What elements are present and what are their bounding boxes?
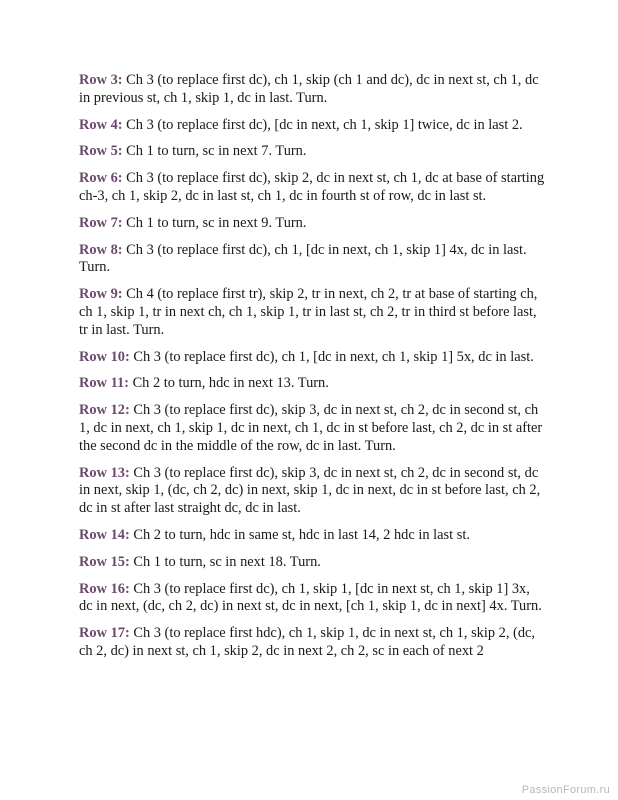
row-label: Row 17:	[79, 625, 130, 642]
pattern-row	[79, 375, 545, 393]
row-text: Ch 3 (to replace first dc), skip 2, dc in next st, ch 1, dc at base of starting ch-3, ch 1, skip 2, dc in last st, ch 1, dc in fourth st of row, dc in last st.	[79, 170, 545, 204]
row-label: Row 5:	[79, 143, 123, 160]
row-text: Ch 3 (to replace first hdc), ch 1, skip 1, dc in next st, ch 1, skip 2, (dc, ch 2, dc) in next st, ch 1, skip 2, dc in next 2, ch 2, sc in each of next 2	[79, 625, 536, 659]
row-label: Row 4:	[79, 116, 123, 133]
row-text: Ch 3 (to replace first dc), ch 1, skip 1, [dc in next st, ch 1, skip 1] 3x, dc in next, (dc, ch 2, dc) in next st, dc in next, [ch 1, skip 1, dc in next] 4x. Turn.	[79, 580, 542, 615]
row-text: Ch 2 to turn, hdc in same st, hdc in last 14, 2 hdc in last st.	[129, 526, 470, 543]
pattern-instructions	[79, 72, 545, 670]
pattern-row	[79, 143, 545, 161]
row-text: Ch 3 (to replace first dc), skip 3, dc in next st, ch 2, dc in second st, ch 1, dc in next, ch 1, skip 1, dc in next, ch 1, dc in st before last, ch 2, dc in st after the second dc in the middle of the row, dc in last. Turn.	[79, 402, 543, 454]
pattern-row	[79, 554, 545, 572]
row-label: Row 15:	[79, 553, 130, 570]
pattern-row	[79, 581, 545, 617]
pattern-row	[79, 625, 545, 661]
row-label: Row 3:	[79, 72, 123, 88]
row-text: Ch 1 to turn, sc in next 7. Turn.	[122, 143, 307, 160]
row-label: Row 6:	[79, 170, 123, 187]
pattern-row	[79, 215, 545, 233]
row-text: Ch 3 (to replace first dc), skip 3, dc in next st, ch 2, dc in second st, dc in next, skip 1, (dc, ch 2, dc) in next, skip 1, dc in next, dc in st before last, ch 2, dc in st after last straight dc, dc in last.	[79, 464, 541, 517]
row-label: Row 8:	[79, 241, 123, 258]
row-label: Row 12:	[79, 402, 130, 419]
row-label: Row 14:	[79, 526, 130, 543]
row-text: Ch 3 (to replace first dc), ch 1, [dc in next, ch 1, skip 1] 4x, dc in last. Turn.	[79, 241, 527, 276]
row-text: Ch 1 to turn, sc in next 9. Turn.	[122, 214, 307, 231]
pattern-row	[79, 286, 545, 339]
pattern-row	[79, 527, 545, 545]
row-label: Row 9:	[79, 286, 123, 303]
row-text: Ch 3 (to replace first dc), ch 1, skip (ch 1 and dc), dc in next st, ch 1, dc in previous st, ch 1, skip 1, dc in last. Turn.	[79, 72, 539, 106]
row-text: Ch 3 (to replace first dc), [dc in next, ch 1, skip 1] twice, dc in last 2.	[122, 116, 523, 133]
row-text: Ch 4 (to replace first tr), skip 2, tr in next, ch 2, tr at base of starting ch, ch 1, skip 1, tr in next ch, ch 1, skip 1, tr in last st, ch 2, tr in third st before last, tr in last. Turn.	[79, 286, 538, 338]
pattern-row	[79, 170, 545, 206]
row-text: Ch 1 to turn, sc in next 18. Turn.	[129, 553, 321, 570]
row-label: Row 10:	[79, 348, 130, 365]
row-text: Ch 3 (to replace first dc), ch 1, [dc in next, ch 1, skip 1] 5x, dc in last.	[129, 348, 534, 365]
pattern-row	[79, 242, 545, 278]
row-label: Row 7:	[79, 214, 123, 231]
row-label: Row 16:	[79, 580, 130, 597]
pattern-row	[79, 349, 545, 367]
row-label: Row 13:	[79, 464, 130, 481]
row-text: Ch 2 to turn, hdc in next 13. Turn.	[128, 375, 329, 392]
row-label: Row 11:	[79, 375, 129, 392]
watermark: PassionForum.ru	[521, 784, 610, 796]
pattern-row	[79, 72, 545, 108]
pattern-row	[79, 117, 545, 135]
pattern-row	[79, 465, 545, 518]
pattern-row	[79, 402, 545, 455]
